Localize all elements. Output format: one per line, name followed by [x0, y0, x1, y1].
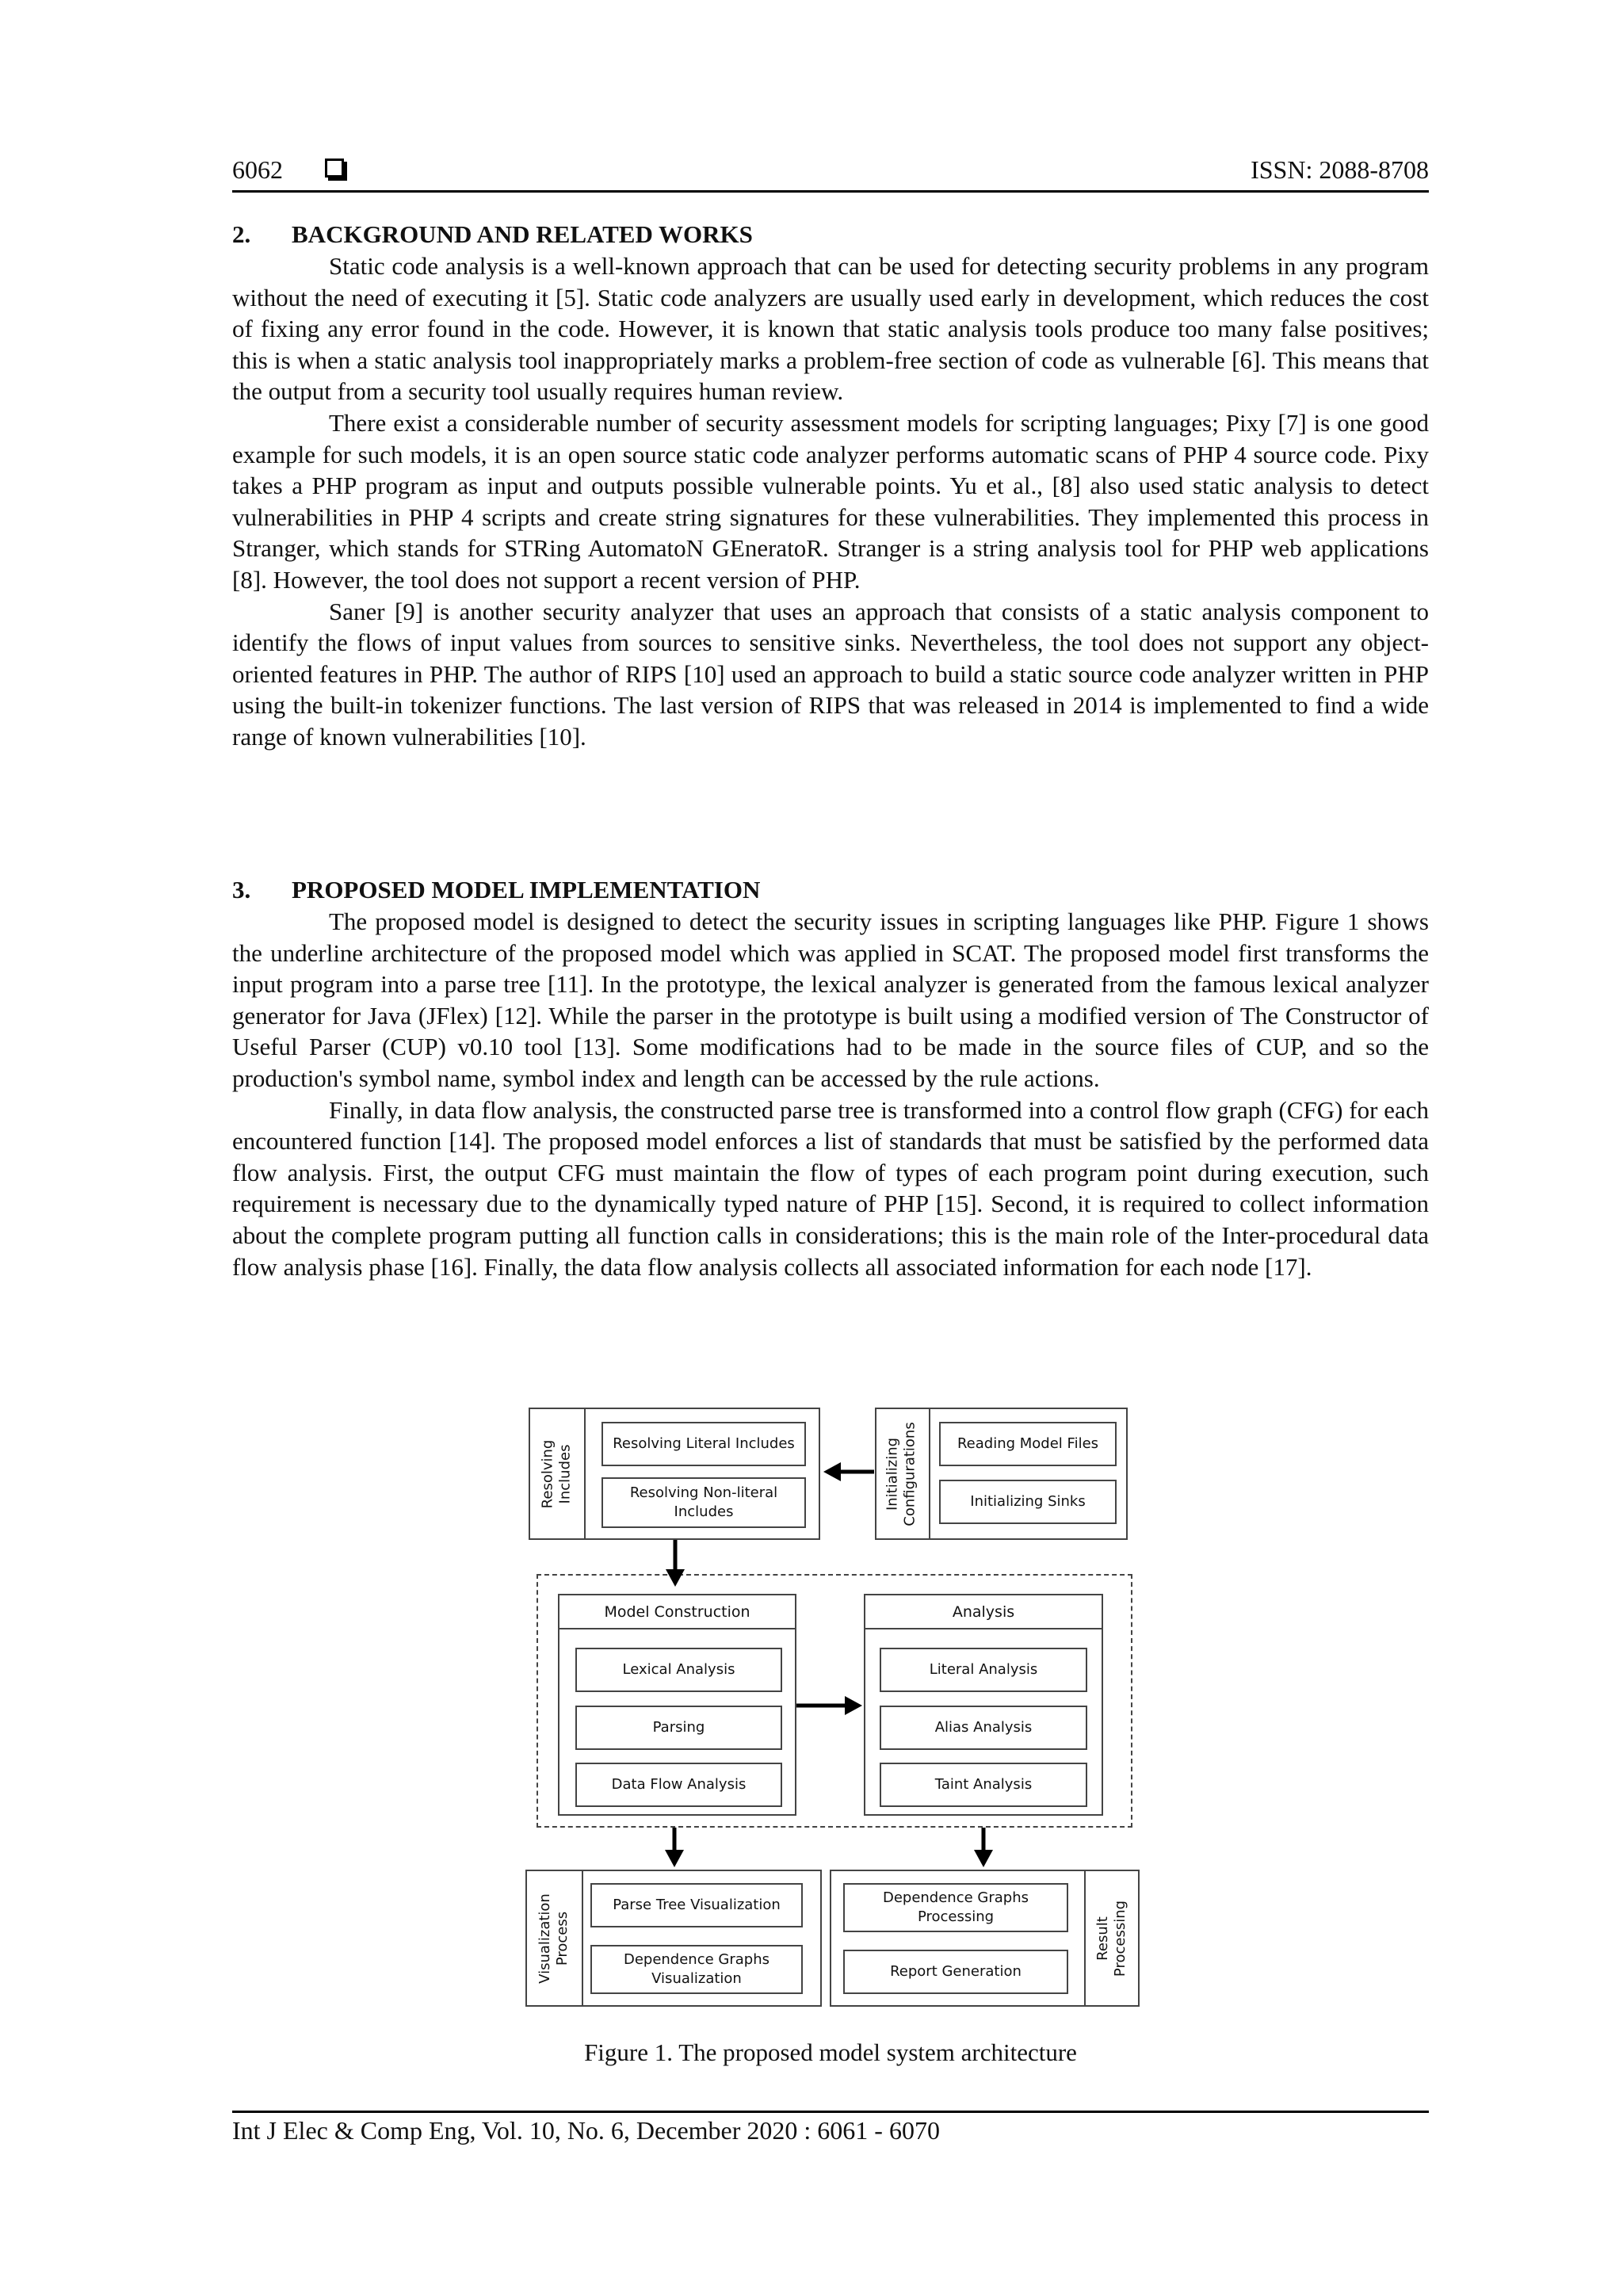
label-line: Includes	[556, 1444, 573, 1503]
paragraph: The proposed model is designed to detect the security issues in scripting languages like PHP. Figure 1 shows the underline architecture of the proposed model which was applied in SCAT. The proposed model first transforms the input program into a parse tree [11]. In the prototype, the lexical analyzer is generated from the famous lexical analyzer generator for Java (JFlex) [12]. While the parser in the prototype is built using a modified version of The Constructor of Useful Parser (CUP) v0.10 tool [13]. Some modifications had to be made in the source files of CUP, and so the production's symbol name, symbol index and length can be accessed by the rule actions.	[232, 907, 1429, 1092]
model-construction-title: Model Construction	[558, 1594, 796, 1629]
section-heading	[232, 219, 1429, 250]
label-line: Initializing	[884, 1437, 902, 1511]
label-line: Configurations	[902, 1421, 919, 1526]
report-generation-box: Report Generation	[843, 1950, 1068, 1994]
initializing-sinks-box: Initializing Sinks	[939, 1480, 1117, 1524]
page-number: 6062	[232, 155, 283, 184]
parsing-box: Parsing	[575, 1706, 782, 1750]
data-flow-analysis-box: Data Flow Analysis	[575, 1763, 782, 1807]
paragraph: Static code analysis is a well-known approach that can be used for detecting security problems in any program without the need of executing it [5]. Static code analyzers are usually used early in development, which reduces the cost of fixing any error found in the code. However, it is known that static analysis tools produce too many false positives; this is when a static analysis tool inappropriately marks a problem-free section of code as vulnerable [6]. This means that the output from a security tool usually requires human review.	[232, 252, 1429, 406]
dependence-graphs-visualization-box: Dependence Graphs Visualization	[590, 1945, 803, 1994]
taint-analysis-box: Taint Analysis	[880, 1763, 1087, 1807]
label-line: Process	[553, 1911, 571, 1966]
label-line: Visualization	[536, 1893, 553, 1984]
arrow-to-result-processing	[974, 1828, 993, 1867]
checkbox-bullet-icon	[325, 159, 344, 178]
section-number: 3.	[232, 876, 251, 904]
label-line: Resolving	[539, 1439, 556, 1508]
resolving-literal-includes-box: Resolving Literal Includes	[601, 1422, 806, 1466]
header-divider	[232, 190, 1429, 193]
paragraph: Finally, in data flow analysis, the constructed parse tree is transformed into a control flow graph (CFG) for each encountered function [14]. The proposed model enforces a list of standards that must be satisfied by the performed data flow analysis. First, the output CFG must maintain the flow of types of each program point during execution, such requirement is necessary due to the dynamically typed nature of PHP [15]. Second, it is required to collect information about the complete program putting all function calls in considerations; this is the main role of the Inter-procedural data flow analysis phase [16]. Finally, the data flow analysis collects all associated information for each node [17].	[232, 1095, 1429, 1281]
parse-tree-visualization-box: Parse Tree Visualization	[590, 1883, 803, 1927]
arrow-resolving-to-model	[666, 1540, 685, 1587]
journal-citation: Int J Elec & Comp Eng, Vol. 10, No. 6, December 2020 : 6061 - 6070	[232, 2116, 940, 2145]
footer-divider	[232, 2111, 1429, 2113]
section-title: BACKGROUND AND RELATED WORKS	[292, 220, 753, 248]
lexical-analysis-box: Lexical Analysis	[575, 1648, 782, 1692]
label-line: Processing	[1112, 1900, 1128, 1977]
section-title: PROPOSED MODEL IMPLEMENTATION	[292, 876, 761, 904]
arrow-to-visualization	[665, 1828, 684, 1867]
section-implementation	[232, 874, 1429, 1282]
alias-analysis-box: Alias Analysis	[880, 1706, 1087, 1750]
dependence-graphs-processing-box: Dependence Graphs Processing	[843, 1883, 1068, 1932]
resolving-non-literal-includes-box: Resolving Non-literal Includes	[601, 1477, 806, 1528]
section-background	[232, 219, 1429, 753]
paragraph: Saner [9] is another security analyzer that uses an approach that consists of a static analysis component to identify the flows of input values from sources to sensitive sinks. Nevertheless, the tool does not support any object-oriented features in PHP. The author of RIPS [10] used an approach to build a static source code analyzer written in PHP using the built-in tokenizer functions. The last version of RIPS that was released in 2014 is implemented to find a wide range of known vulnerabilities [10].	[232, 597, 1429, 751]
arrow-init-to-resolving	[823, 1462, 874, 1481]
diagram-arrows	[525, 1406, 1141, 2009]
arrow-model-to-analysis	[796, 1696, 862, 1715]
architecture-diagram	[525, 1406, 1141, 2009]
reading-model-files-box: Reading Model Files	[939, 1422, 1117, 1466]
issn: ISSN: 2088-8708	[1251, 155, 1429, 184]
analysis-title: Analysis	[864, 1594, 1103, 1629]
section-heading	[232, 874, 1429, 906]
section-number: 2.	[232, 220, 251, 248]
figure-caption: Figure 1. The proposed model system architecture	[584, 2038, 1077, 2066]
label-line: Result	[1094, 1916, 1111, 1961]
literal-analysis-box: Literal Analysis	[880, 1648, 1087, 1692]
paragraph: There exist a considerable number of security assessment models for scripting languages; Pixy [7] is one good example for such models, it is an open source static code analyzer performs automatic scans of PHP 4 source code. Pixy takes a PHP program as input and outputs possible vulnerable points. Yu et al., [8] also used static analysis to detect vulnerabilities in PHP 4 scripts and create string signatures for these vulnerabilities. They implemented this process in Stranger, which stands for STRing AutomatoN GEneratoR. Stranger is a string analysis tool for PHP web applications [8]. However, the tool does not support a recent version of PHP.	[232, 408, 1429, 594]
